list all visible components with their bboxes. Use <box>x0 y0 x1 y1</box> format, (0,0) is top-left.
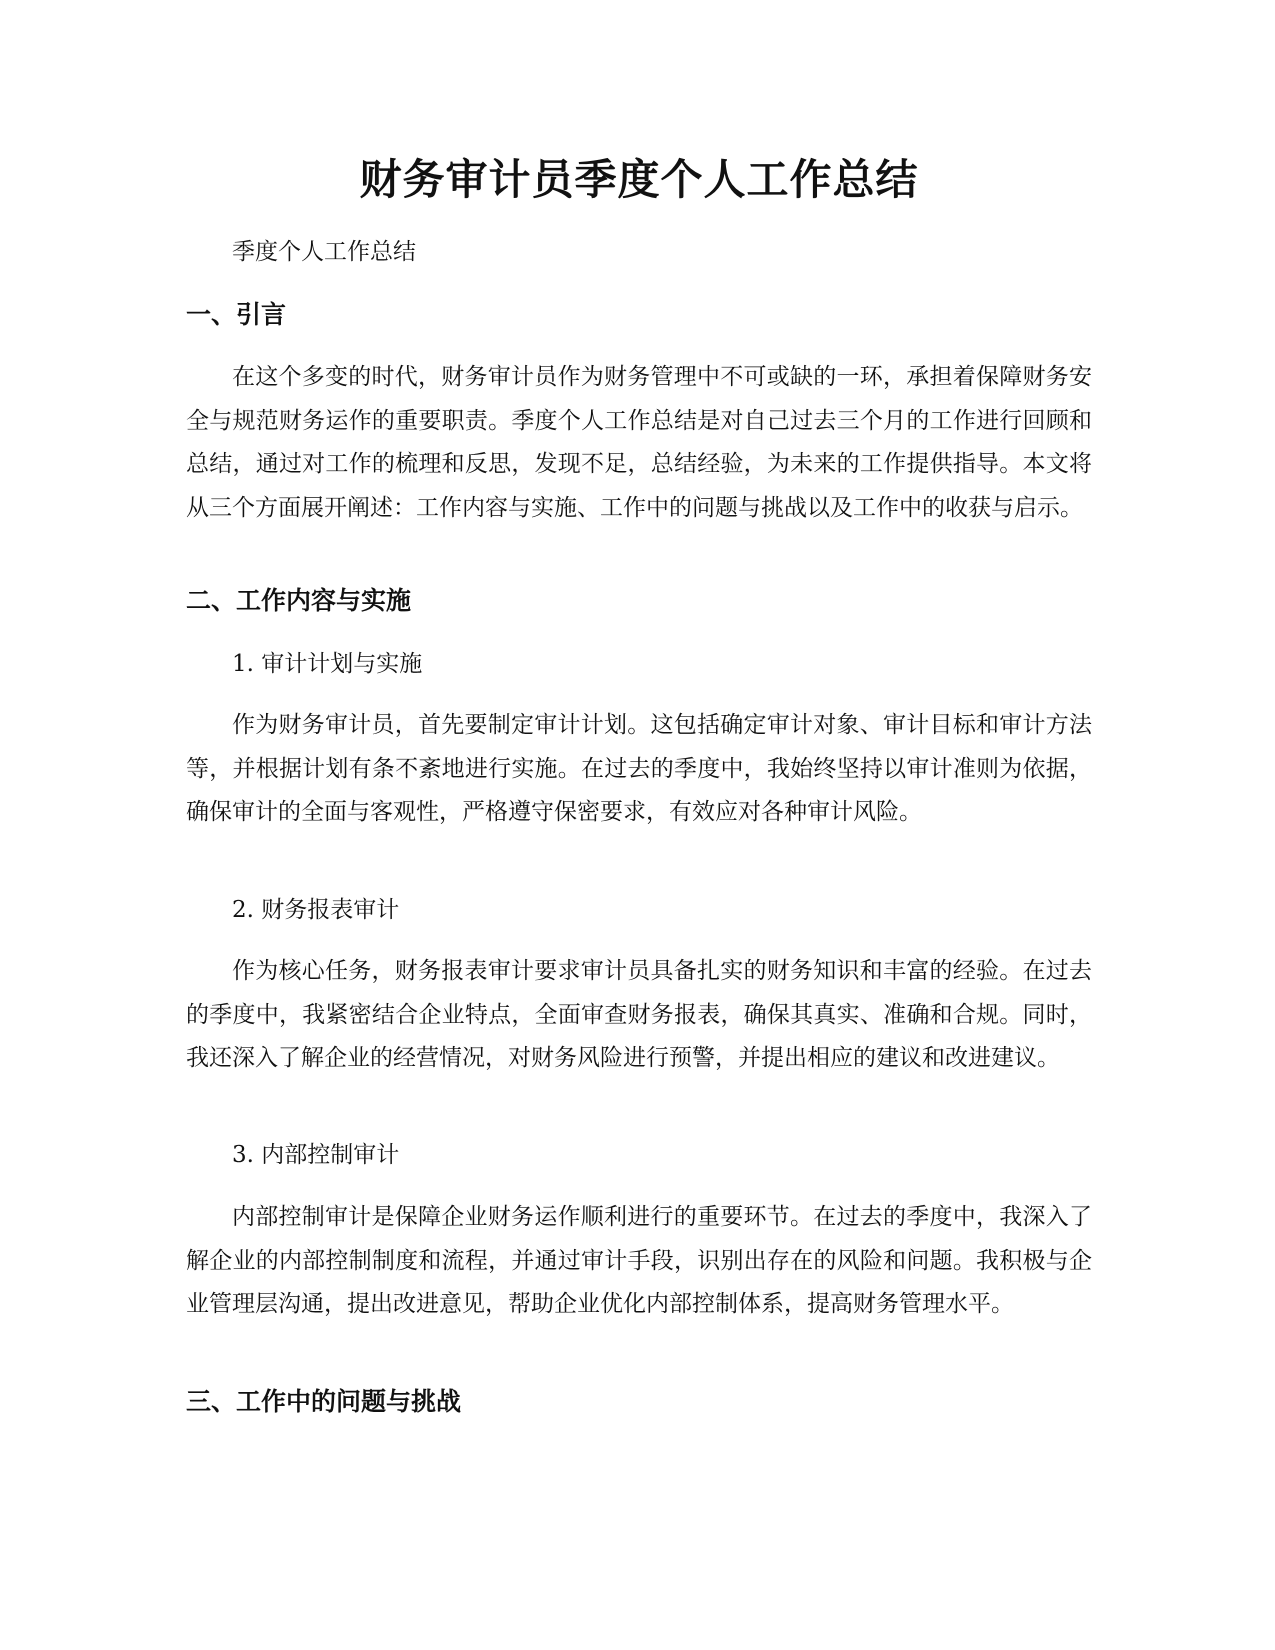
section-heading-intro: 一、引言 <box>186 300 287 329</box>
audit-plan-paragraph: 作为财务审计员，首先要制定审计计划。这包括确定审计对象、审计目标和审计方法等，并根据计划有条不紊地进行实施。在过去的季度中，我始终坚持以审计准则为依据，确保审计的全面与客观性，严格遵守保密要求，有效应对各种审计风险。 <box>186 712 1092 825</box>
document-title: 财务审计员季度个人工作总结 <box>359 155 919 204</box>
subheading-internal-control-audit: 3. 内部控制审计 <box>232 1142 400 1168</box>
section-heading-problems: 三、工作中的问题与挑战 <box>186 1387 462 1416</box>
document-page <box>186 0 1092 1650</box>
document-subtitle: 季度个人工作总结 <box>232 239 416 265</box>
subheading-financial-statement-audit: 2. 财务报表审计 <box>232 897 400 923</box>
intro-paragraph: 在这个多变的时代，财务审计员作为财务管理中不可或缺的一环，承担着保障财务安全与规范财务运作的重要职责。季度个人工作总结是对自己过去三个月的工作进行回顾和总结，通过对工作的梳理和反思，发现不足，总结经验，为未来的工作提供指导。本文将从三个方面展开阐述：工作内容与实施、工作中的问题与挑战以及工作中的收获与启示。 <box>186 364 1092 521</box>
internal-control-audit-paragraph: 内部控制审计是保障企业财务运作顺利进行的重要环节。在过去的季度中，我深入了解企业的内部控制制度和流程，并通过审计手段，识别出存在的风险和问题。我积极与企业管理层沟通，提出改进意见，帮助企业优化内部控制体系，提高财务管理水平。 <box>186 1204 1092 1317</box>
section-heading-work-content: 二、工作内容与实施 <box>186 586 412 615</box>
financial-statement-audit-paragraph: 作为核心任务，财务报表审计要求审计员具备扎实的财务知识和丰富的经验。在过去的季度中，我紧密结合企业特点，全面审查财务报表，确保其真实、准确和合规。同时，我还深入了解企业的经营情况，对财务风险进行预警，并提出相应的建议和改进建议。 <box>186 958 1092 1071</box>
subheading-audit-plan: 1. 审计计划与实施 <box>232 651 423 677</box>
